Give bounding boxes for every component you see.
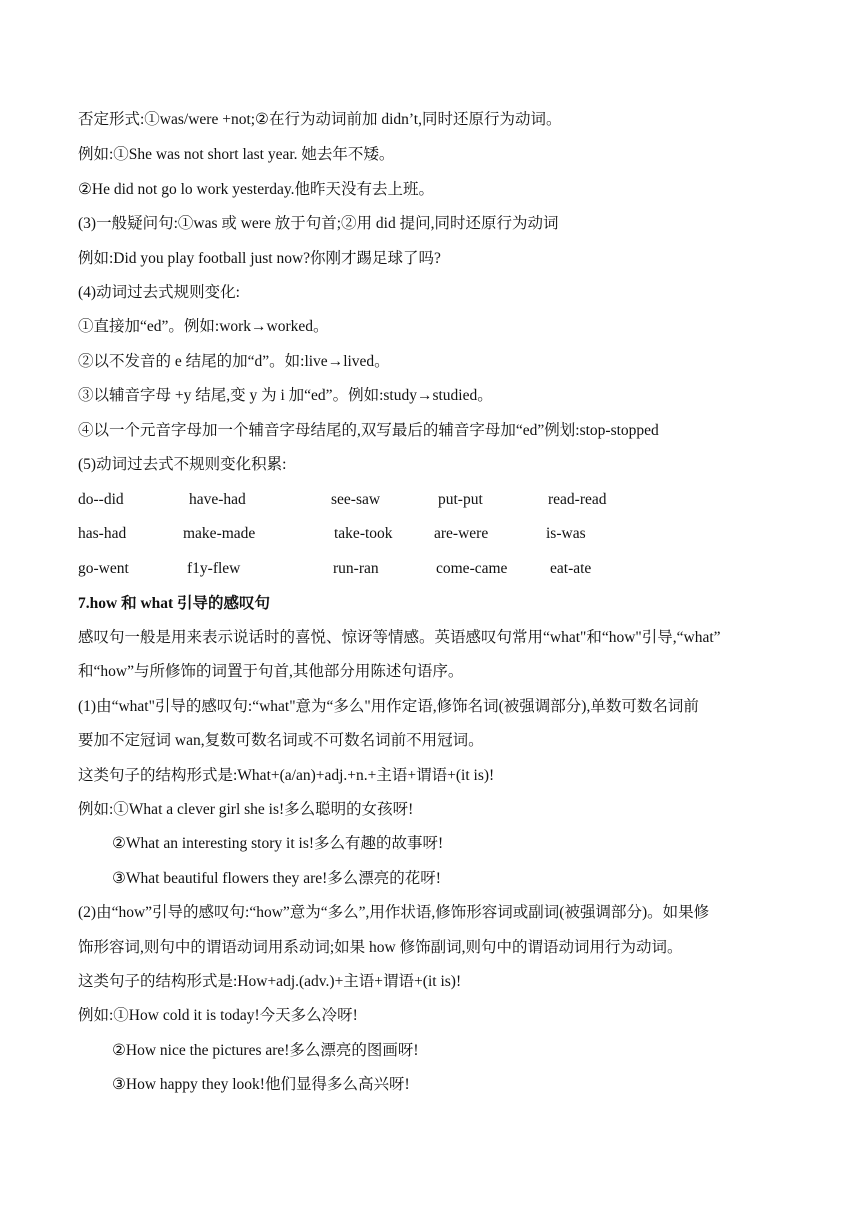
verb-cell: come-came <box>436 560 508 577</box>
structure-line: 这类句子的结构形式是:What+(a/an)+adj.+n.+主语+谓语+(it is)! <box>78 767 495 784</box>
verb-cell: put-put <box>438 491 483 508</box>
verb-cell: take-took <box>334 525 393 542</box>
verb-row <box>0 524 860 544</box>
example-line: 例如:①She was not short last year. 她去年不矮。 <box>78 146 395 163</box>
section-subheading: (5)动词过去式不规则变化积累: <box>78 456 287 473</box>
paragraph-line: 要加不定冠词 wan,复数可数名词或不可数名词前不用冠词。 <box>78 732 484 749</box>
paragraph-line: 饰形容词,则句中的谓语动词用系动词;如果 how 修饰副词,则句中的谓语动词用行为动词。 <box>78 939 683 956</box>
verb-cell: f1y-flew <box>187 560 241 577</box>
example-line: ③What beautiful flowers they are!多么漂亮的花呀! <box>112 870 441 887</box>
rule-line: ④以一个元音字母加一个辅音字母结尾的,双写最后的辅音字母加“ed”例划:stop-stopped <box>78 422 659 439</box>
question-form-line: (3)一般疑问句:①was 或 were 放于句首;②用 did 提问,同时还原行为动词 <box>78 215 559 232</box>
paragraph-line: 感叹句一般是用来表示说话时的喜悦、惊讶等情感。英语感叹句常用“what"和“how"引导,“what” <box>78 629 721 646</box>
example-line: 例如:Did you play football just now?你刚才踢足球了吗? <box>78 250 441 267</box>
example-line: ②What an interesting story it is!多么有趣的故事呀! <box>112 835 444 852</box>
section-subheading: (4)动词过去式规则变化: <box>78 284 240 301</box>
example-line: 例如:①What a clever girl she is!多么聪明的女孩呀! <box>78 801 414 818</box>
rule-line: ③以辅音字母 +y 结尾,变 y 为 i 加“ed”。例如:study→studied。 <box>78 387 493 404</box>
verb-cell: are-were <box>434 525 489 542</box>
example-line: ②He did not go lo work yesterday.他昨天没有去上班。 <box>78 181 435 198</box>
verb-cell: is-was <box>546 525 586 542</box>
rule-line: ②以不发音的 e 结尾的加“d”。如:live→lived。 <box>78 353 390 370</box>
example-line: 例如:①How cold it is today!今天多么冷呀! <box>78 1007 358 1024</box>
verb-cell: has-had <box>78 525 127 542</box>
example-line: ②How nice the pictures are!多么漂亮的图画呀! <box>112 1042 419 1059</box>
verb-cell: eat-ate <box>550 560 592 577</box>
verb-cell: see-saw <box>331 491 381 508</box>
verb-cell: make-made <box>183 525 256 542</box>
rule-line: ①直接加“ed”。例如:work→worked。 <box>78 318 329 335</box>
verb-row <box>0 490 860 510</box>
negative-form-line: 否定形式:①was/were +not;②在行为动词前加 didn’t,同时还原行为动词。 <box>78 111 562 128</box>
verb-cell: have-had <box>189 491 246 508</box>
example-line: ③How happy they look!他们显得多么高兴呀! <box>112 1076 410 1093</box>
verb-row <box>0 559 860 579</box>
verb-cell: do--did <box>78 491 124 508</box>
structure-line: 这类句子的结构形式是:How+adj.(adv.)+主语+谓语+(it is)! <box>78 973 462 990</box>
verb-cell: read-read <box>548 491 607 508</box>
section-heading: 7.how 和 what 引导的感叹句 <box>78 595 271 612</box>
paragraph-line: (2)由“how”引导的感叹句:“how”意为“多么”,用作状语,修饰形容词或副词(被强调部分)。如果修 <box>78 904 710 921</box>
paragraph-line: (1)由“what"引导的感叹句:“what"意为“多么"用作定语,修饰名词(被强调部分),单数可数名词前 <box>78 698 699 715</box>
paragraph-line: 和“how”与所修饰的词置于句首,其他部分用陈述句语序。 <box>78 663 464 680</box>
verb-cell: run-ran <box>333 560 379 577</box>
verb-cell: go-went <box>78 560 129 577</box>
